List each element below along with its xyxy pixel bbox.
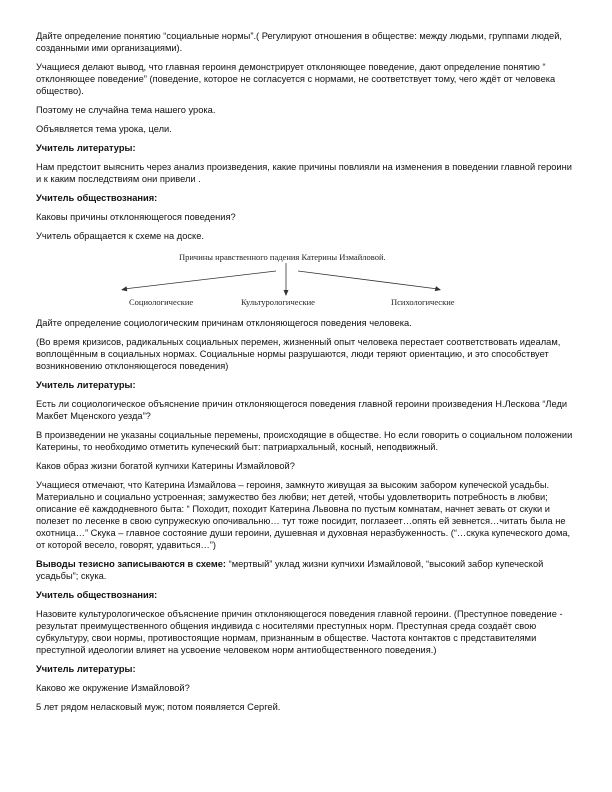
conclusion-text: “мертвый” уклад жизни купчихи Измайловой, “высокий забор купеческой усадьбы”; скука. (36, 559, 544, 581)
paragraph: Каково же окружение Измайловой? (36, 683, 190, 693)
diagram-node-psychological: Психологические (391, 297, 455, 307)
conclusion-bold-lead: Выводы тезисно записываются в схеме: (36, 559, 227, 569)
diagram-node-sociological: Социологические (129, 297, 194, 307)
causes-diagram (36, 249, 576, 311)
text-block-1 (36, 30, 576, 242)
paragraph: Каков образ жизни богатой купчихи Катерины Измайловой? (36, 461, 295, 471)
diagram-title: Причины нравственного падения Катерины Измайловой. (179, 252, 386, 262)
text-block-2 (36, 317, 576, 551)
paragraph: Есть ли социологическое объяснение причин отклоняющегося поведения главной героини произведения Н.Лескова “Леди Макбет Мценского уезда”? (36, 399, 568, 421)
section-heading: Учитель обществознания: (36, 590, 158, 600)
section-heading: Учитель обществознания: (36, 193, 158, 203)
paragraph: 5 лет рядом неласковый муж; потом появляется Сергей. (36, 702, 281, 712)
section-heading: Учитель литературы: (36, 380, 136, 390)
text-block-3 (36, 589, 576, 713)
paragraph: Каковы причины отклоняющегося поведения? (36, 212, 236, 222)
conclusion-paragraph (36, 558, 576, 582)
document-page (36, 30, 576, 720)
paragraph: (Во время кризисов, радикальных социальных перемен, жизненный опыт человека перестает соответствовать идеалам, воплощённым в социальных нормах. Социальные нормы разрушаются, люди теряют ориентацию, и это способствует возникновению отклоняющегося поведения) (36, 337, 561, 371)
paragraph: Дайте определение социологическим причинам отклоняющегося поведения человека. (36, 318, 412, 328)
paragraph: Нам предстоит выяснить через анализ произведения, какие причины повлияли на изменения в поведении главной героини и к каким последствиям они привели . (36, 162, 572, 184)
paragraph: Объявляется тема урока, цели. (36, 124, 172, 134)
paragraph: Дайте определение понятию “социальные нормы”.( Регулируют отношения в обществе: между людьми, группами людей, созданными ими организациями). (36, 31, 562, 53)
section-heading: Учитель литературы: (36, 143, 136, 153)
paragraph: Учитель обращается к схеме на доске. (36, 231, 204, 241)
paragraph: Назовите культурологическое объяснение причин отклоняющегося поведения главной героини. (Преступное поведение - результат преимущественного общения индивида с носителями преступных норм. Преступная среда создаёт свою субкультуру, свои нормы, противостоящие нормам, признанным в обществе. Частота контактов с представителями преступной идеологии влияет на усвоение человеком норм антиобщественного поведения.) (36, 609, 563, 655)
paragraph: Учащиеся делают вывод, что главная героиня демонстрирует отклоняющее поведение, дают определение понятию “ отклоняющее поведение” (поведение, которое не согласуется с нормами, не соответствует тому, чего ждёт от человека общество). (36, 62, 556, 96)
paragraph: Учащиеся отмечают, что Катерина Измайлова – героиня, замкнуто живущая за высоким забором купеческой усадьбы. Материально и социально устроенная; замужество без любви; нет детей, чтобы удовлетворить потребность в любви; описание её каждодневного быта: “ Походит, походит Катерина Львовна по пустым комнатам, начнет зевать от скуки и полезет по лесенке в свою супружескую опочивальню… тут тоже посидит, поглазеет…опять ей зевнется…читать была не охотница…” Скука – главное состояние души героини, душевная и духовная неразбуженность. (“…скука купеческого дома, от которой весело, говорят, удавиться…”) (36, 480, 571, 550)
diagram-node-culturological: Культурологические (241, 297, 315, 307)
paragraph: Поэтому не случайна тема нашего урока. (36, 105, 216, 115)
paragraph: В произведении не указаны социальные перемены, происходящие в обществе. Но если говорить о социальном положении Катерины, то необходимо отметить купеческий быт: патриархальный, косный, неподвижный. (36, 430, 573, 452)
section-heading: Учитель литературы: (36, 664, 136, 674)
